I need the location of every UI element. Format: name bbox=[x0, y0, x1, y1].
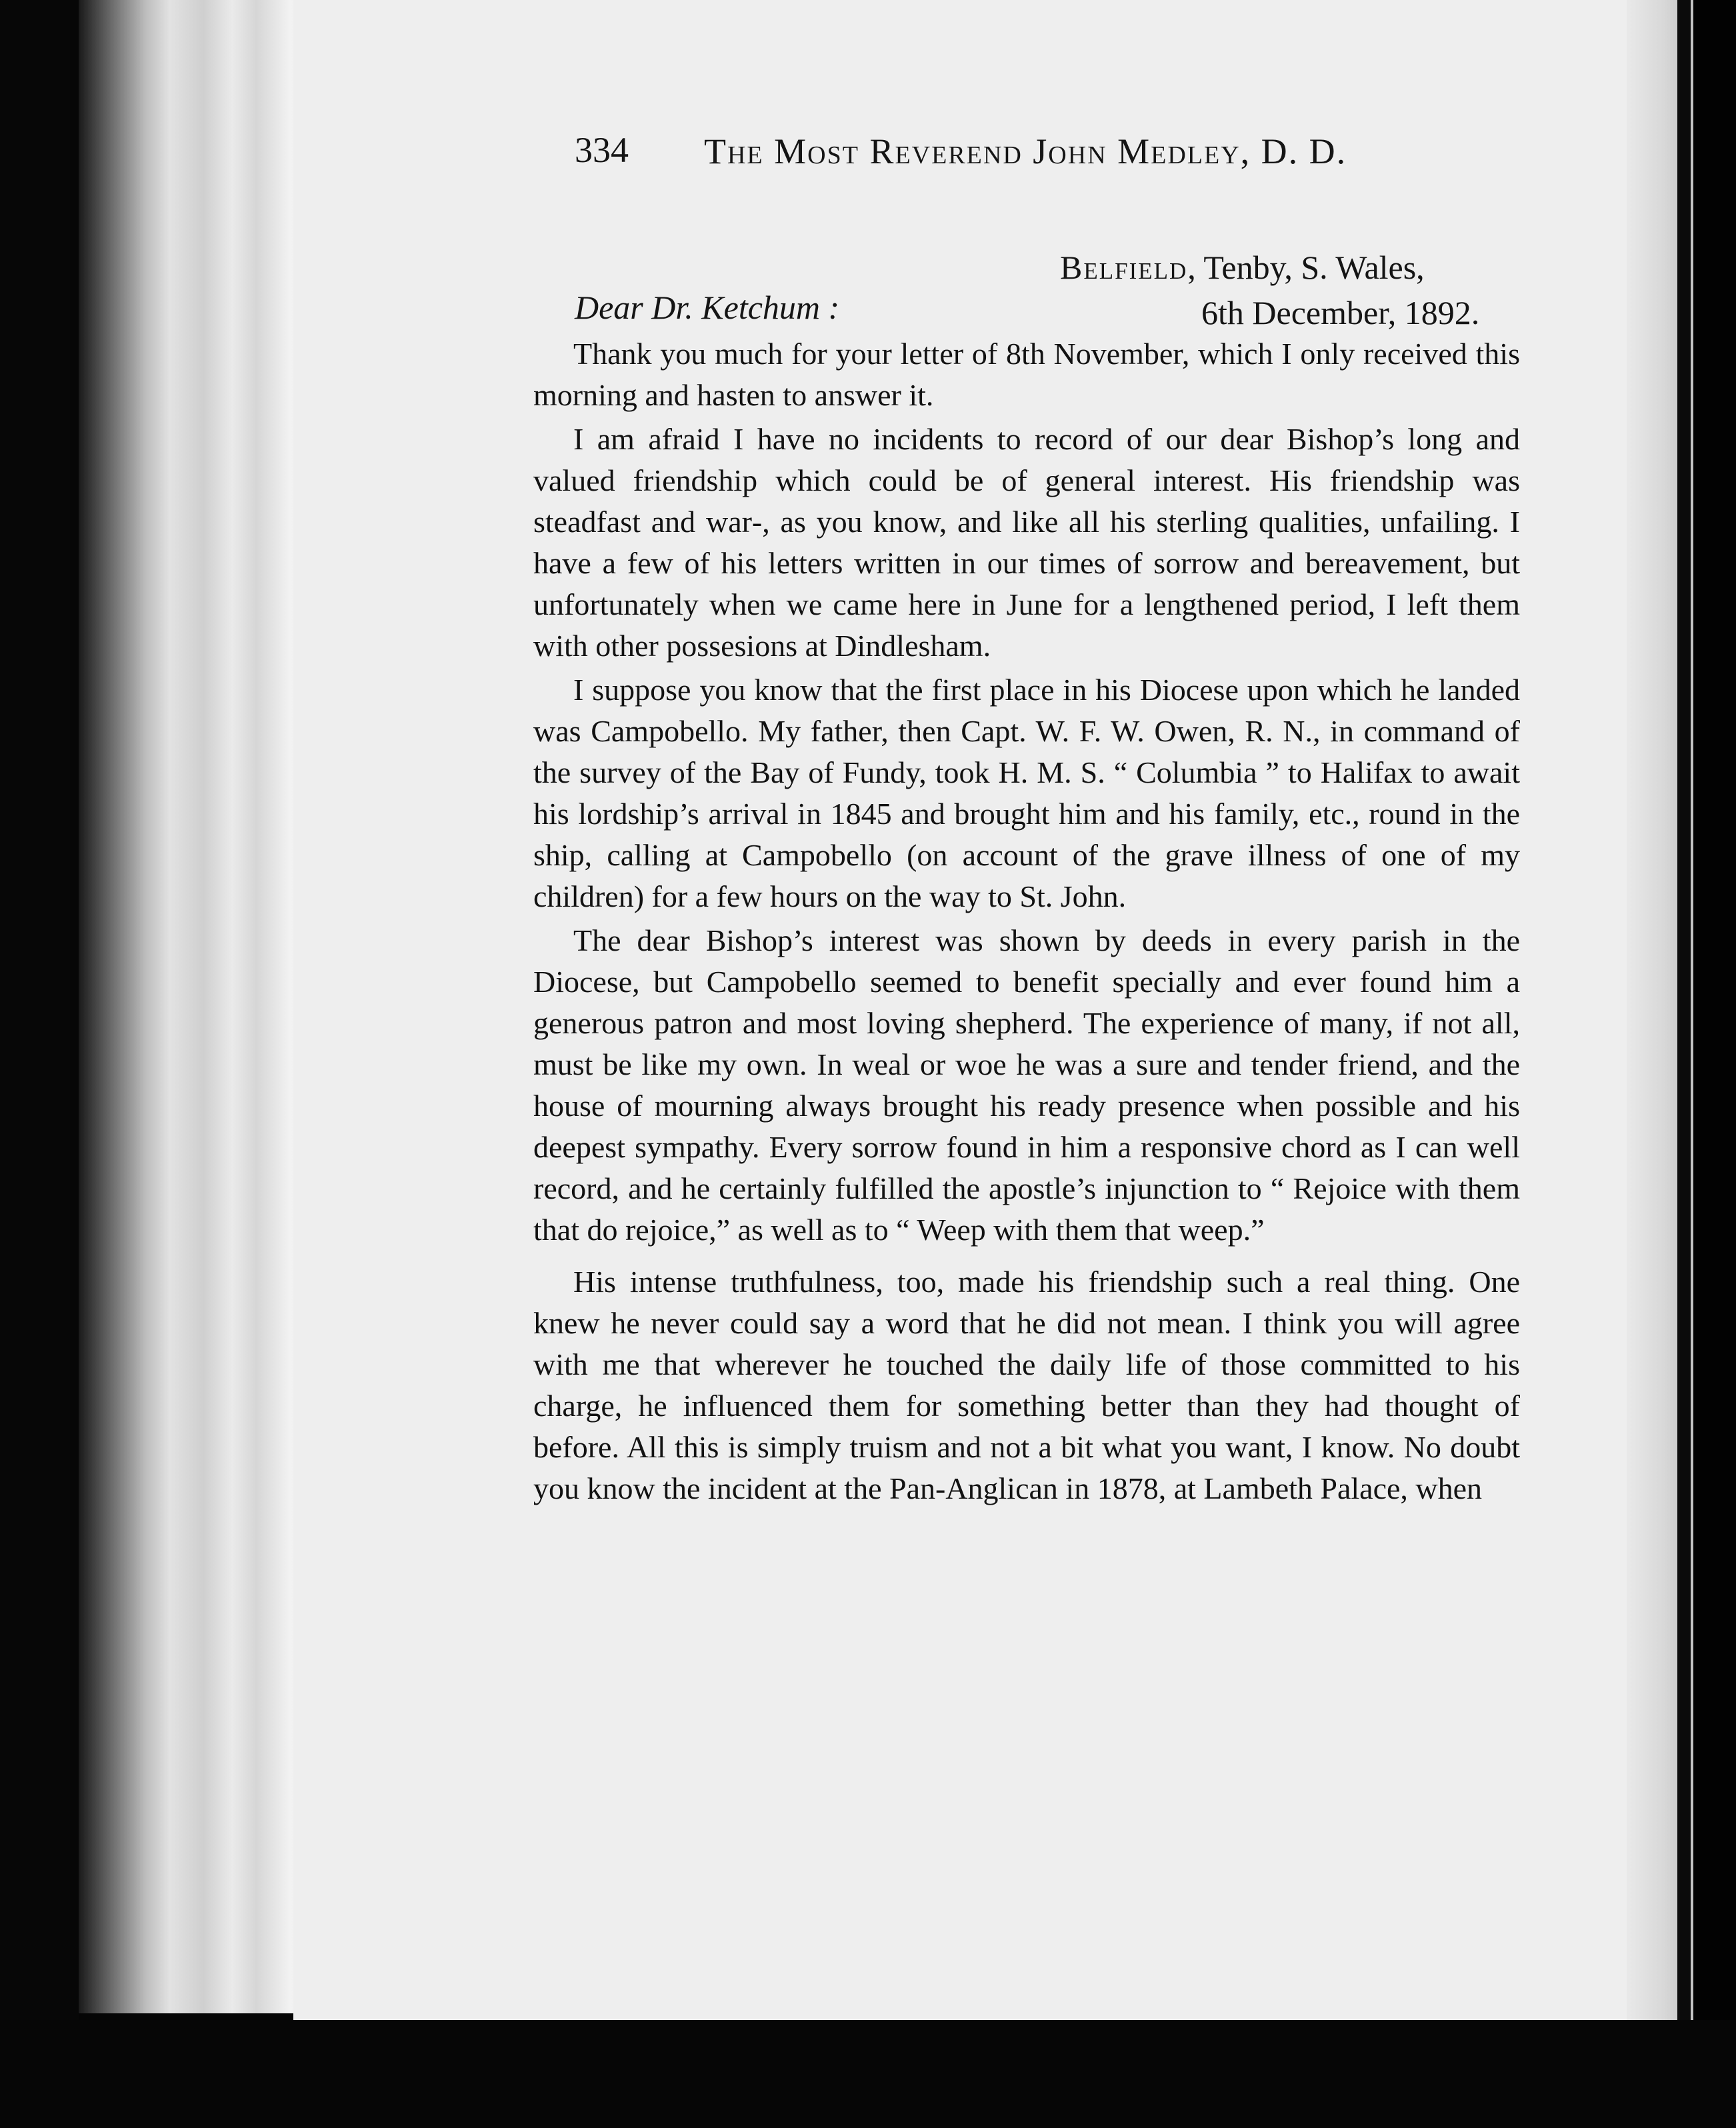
paragraph: I suppose you know that the first place in his Diocese upon which he landed was Campobello. My father, then Capt. W. F. W. Owen, R. N., in command of the survey of the Bay of Fundy, took H. M. S. “ Columbia ” to Halifax to await his lordship’s arrival in 1845 and brought him and his family, etc., round in the ship, calling at Campobello (on account of the grave illness of one of my children) for a few hours on the way to St. John. bbox=[533, 673, 1520, 913]
running-title: The Most Reverend John Medley, D. D. bbox=[704, 131, 1347, 171]
letter-place bbox=[1060, 248, 1425, 287]
letter-place-name: Belfield bbox=[1060, 249, 1188, 286]
paragraph: I am afraid I have no incidents to record of our dear Bishop’s long and valued friendship which could be of general interest. His friendship was steadfast and war‑, as you know, and like all his sterling qualities, unfailing. I have a few of his letters written in our times of sorrow and bereavement, but unfortunately when we came here in June for a lengthened period, I left them with other possesions at Dindlesham. bbox=[533, 422, 1520, 663]
right-book-edge bbox=[1693, 0, 1736, 2128]
letter-date: 6th December, 1892. bbox=[1201, 294, 1480, 331]
paragraph: Thank you much for your letter of 8th November, which I only received this morning and hasten to answer it. bbox=[533, 337, 1520, 412]
page-stack-edges bbox=[79, 0, 319, 2013]
binding-spine bbox=[1677, 0, 1691, 2128]
letter-place-rest: , Tenby, S. Wales, bbox=[1187, 249, 1425, 286]
page-number: 334 bbox=[575, 130, 629, 170]
salutation: Dear Dr. Ketchum : bbox=[575, 289, 840, 326]
letter-body bbox=[533, 333, 1520, 1509]
paragraph: His intense truthfulness, too, made his friendship such a real thing. One knew he never could say a word that he did not mean. I think you will agree with me that wherever he touched the daily life of those committed to his charge, he influenced them for something better than they had thought of before. All this is simply truism and not a bit what you want, I know. No doubt you know the incident at the Pan-Anglican in 1878, at Lambeth Palace, when bbox=[533, 1265, 1520, 1505]
bottom-background bbox=[0, 2020, 1736, 2128]
left-book-edge bbox=[0, 0, 79, 2128]
paragraph: The dear Bishop’s interest was shown by deeds in every parish in the Diocese, but Campobello seemed to benefit specially and ever found him a generous patron and most loving shepherd. The experience of many, if not all, must be like my own. In weal or woe he was a sure and tender friend, and the house of mourning always brought his ready presence when possible and his deepest sympathy. Every sorrow found in him a responsive chord as I can well record, and he certainly fulfilled the apostle’s injunction to “ Rejoice with them that do rejoice,” as well as to “ Weep with them that weep.” bbox=[533, 923, 1520, 1247]
